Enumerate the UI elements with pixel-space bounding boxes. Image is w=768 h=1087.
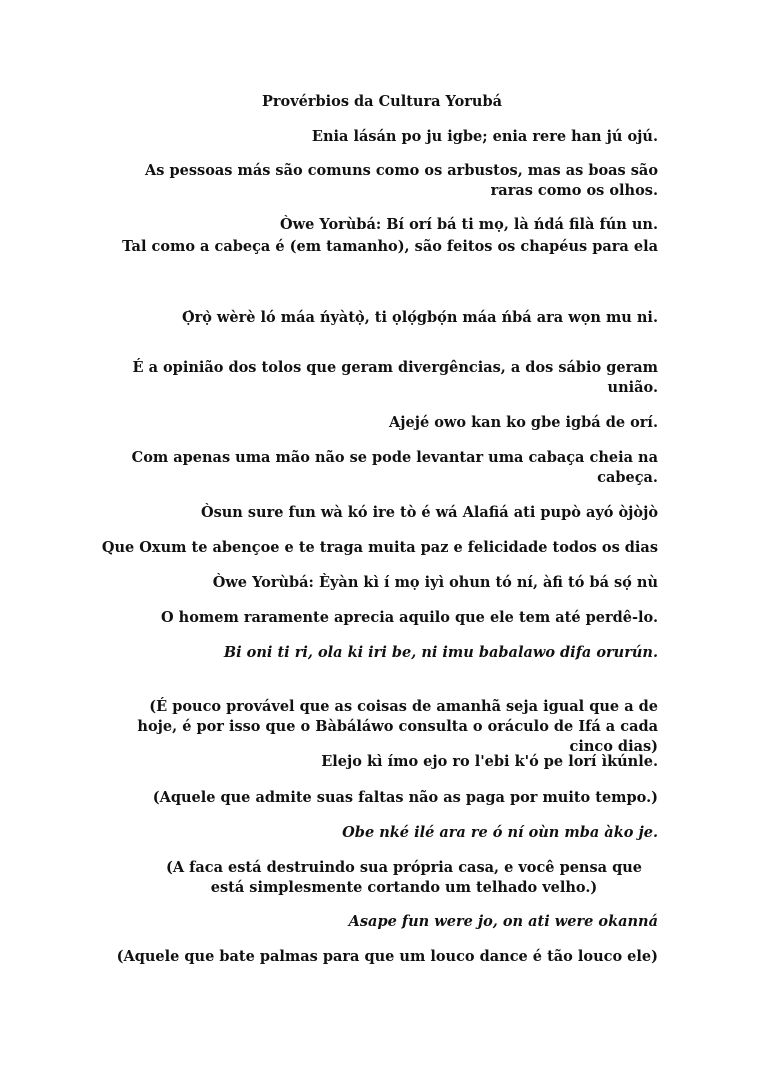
proverb-translation: (Aquele que admite suas faltas não as paga por muito tempo.) [152, 789, 658, 806]
proverb-yoruba: Elejo kì ímo ejo ro l'ebi k'ó pe lorí ìkúnle. [321, 753, 658, 770]
proverb-yoruba: Òsun sure fun wà kó ire tò é wá Alafiá ati pupò ayó òjòjò [200, 504, 658, 521]
proverb-translation: Tal como a cabeça é (em tamanho), são feitos os chapéus para ela [122, 238, 658, 255]
proverb-yoruba: Enia lásán po ju igbe; enia rere han jú ojú. [311, 128, 658, 145]
proverb-translation: (É pouco provável que as coisas de amanhã seja igual que a de hoje, é por isso que o Bàbáláwo consulta o oráculo de Ifá a cada cinco dias) [137, 698, 658, 755]
proverb-yoruba: Òwe Yorùbá: Bí orí bá ti mọ, là ńdá filà fún un. [280, 216, 658, 233]
proverb-yoruba: Òwe Yorùbá: Èyàn kì í mọ iyì ohun tó ní, àfi tó bá sọ́ nù [212, 574, 658, 591]
proverb-yoruba: Asape fun were jo, on ati were okanná [348, 913, 658, 930]
proverb-translation: (A faca está destruindo sua própria casa, e você pensa que está simplesmente cortando um telhado velho.) [165, 859, 642, 896]
proverb-yoruba: Obe nké ilé ara re ó ní oùn mba àko je. [342, 824, 658, 841]
proverb-translation: As pessoas más são comuns como os arbustos, mas as boas são raras como os olhos. [145, 162, 658, 199]
proverb-yoruba: Ajejé owo kan ko gbe igbá de orí. [389, 414, 658, 431]
proverb-translation: É a opinião dos tolos que geram divergências, a dos sábio geram união. [132, 359, 658, 396]
proverb-yoruba: Bi oni ti ri, ola ki iri be, ni imu babalawo difa orurún. [223, 644, 658, 661]
proverb-translation: O homem raramente aprecia aquilo que ele tem até perdê-lo. [161, 609, 658, 626]
proverb-yoruba: Ọ̀rọ̀ wèrè ló máa ńyàtọ̀, ti ọlọ́gbọ́n máa ńbá ara wọn mu ni. [181, 309, 658, 326]
proverb-translation: Que Oxum te abençoe e te traga muita paz e felicidade todos os dias [101, 539, 658, 556]
proverb-translation: Com apenas uma mão não se pode levantar uma cabaça cheia na cabeça. [131, 449, 658, 486]
page-title: Provérbios da Cultura Yorubá [262, 93, 503, 110]
proverb-translation: (Aquele que bate palmas para que um louco dance é tão louco ele) [116, 948, 658, 965]
